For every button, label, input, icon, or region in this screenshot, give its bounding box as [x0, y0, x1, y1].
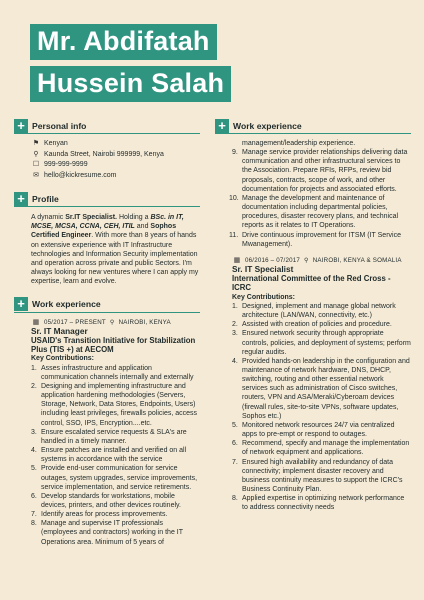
profile-header [14, 191, 200, 207]
plus-icon: + [14, 192, 28, 206]
contributions-list-continued [215, 148, 411, 249]
profile-text-part: Holding a [117, 214, 151, 221]
section-title: Work experience [32, 299, 101, 310]
plus-icon: + [14, 297, 28, 311]
key-contributions-label: Key Contributions: [232, 293, 295, 301]
email-value[interactable]: hello@kickresume.com [44, 171, 117, 179]
profile-text [14, 212, 200, 287]
list-item: 9. Manage service provider relationships delivering data communication and other infrastructural services to the Association. Prepare RFIs, RFPs, review bid proposals, contracts, scope of work, and other documentation for projects and associated efforts. [232, 149, 408, 193]
profile-bold-italic-part: BSc. in IT, MCSE, MCSA, CCNA, CEH, ITIL [31, 214, 184, 231]
list-item: 3. Ensured network security through appropriate controls, policies, and deployment of systems; perform regular audits. [232, 330, 411, 356]
nationality-row [14, 139, 200, 150]
calendar-icon: ▦ [233, 256, 241, 264]
job-dates: 05/2017 – PRESENT [44, 318, 106, 326]
list-item: 8. Manage and supervise IT professionals (employees and contractors) working in the IT Operations area. Minimum of 5 years of [31, 520, 183, 546]
list-item: 5. Provide end-user communication for service outages, system upgrades, service improvements, service implementation, and service retirements. [31, 465, 198, 491]
flag-icon: ⚑ [32, 140, 40, 147]
section-title: Personal info [32, 120, 87, 131]
list-item: 5. Monitored network resources 24/7 via centralized apps to pre-empt or respond to outages. [232, 421, 395, 439]
contributions-list [215, 302, 411, 513]
work-experience-header [14, 297, 200, 313]
profile-text-part: and [134, 223, 151, 231]
plus-icon: + [14, 119, 28, 133]
profile-text-part: . With more than 8 years of hands on extensive experience with IT Infrastructure technologies and Information Security implementation and operation across private and public Sectors. I'm always looking for new ventures where I can apply my expertise, learn and evolve. [31, 232, 199, 286]
phone-icon: ☐ [32, 161, 40, 168]
phone-row [14, 160, 200, 171]
name-line-1: Mr. Abdifatah [30, 24, 217, 60]
profile-bold-part: Sophos Certified Engineer [31, 223, 177, 240]
list-item: 4. Ensure patches are installed and verified on all systems in accordance with the service [31, 447, 187, 464]
list-item: 1. Designed, implement and manage global network architecture (LAN/WAN, connectivity, etc.) [232, 302, 396, 320]
address-row [14, 150, 200, 161]
list-item: 3. Ensure escalated service requests & SLA's are handled in a timely manner. [31, 428, 187, 445]
name-line-2: Hussein Salah [30, 66, 231, 102]
job-title: Sr. IT Specialist [232, 263, 294, 274]
envelope-icon: ✉ [33, 171, 39, 179]
job-title: Sr. IT Manager [31, 325, 88, 336]
section-title: Work experience [233, 120, 302, 131]
profile-text-part: A dynamic [31, 214, 66, 221]
job-organization: USAID's Transition Initiative for Stabilization Plus (TIS +) at AECOM [31, 336, 196, 355]
contributions-list [14, 364, 200, 547]
list-item: 2. Designing and implementing infrastructure and application hardening methodologies (Servers, Storage, Network, Data Stores, Endpoints, Users) including least privileges, firewalls policies, access control, SSO, IPS, Encryption....etc. [31, 382, 198, 427]
profile-bold-part: Sr.IT Specialist. [65, 214, 117, 221]
list-item: 10. Manage the development and maintenance of documentation including departmental policies, procedures, disaster recovery plans, and technical reports as it relates to IT Operations. [229, 194, 399, 230]
job-location: NAIROBI, KENYA & SOMALIA [312, 256, 402, 264]
list-item: 6. Recommend, specify and manage the implementation of network equipment and applications. [232, 440, 410, 457]
list-item: 11. Drive continuous improvement for ITSM (IT Service Mwanagement). [229, 231, 401, 248]
job-organization: International Committee of the Red Cross - ICRC [232, 274, 391, 293]
location-pin-icon: ⚲ [33, 150, 39, 158]
job-dates: 06/2016 – 07/2017 [245, 256, 301, 264]
list-item-continued: management/leadership experience. [242, 140, 356, 147]
phone-value: 999-999-9999 [44, 161, 88, 168]
personal-info-header [14, 118, 200, 134]
job-location: NAIROBI, KENYA [118, 318, 171, 326]
location-pin-icon: ⚲ [304, 256, 309, 264]
list-item: 7. Identify areas for process improvements. [31, 511, 168, 519]
email-row[interactable] [14, 171, 200, 182]
right-column [215, 118, 411, 512]
section-title: Profile [32, 193, 59, 204]
address-value: Kaunda Street, Nairobi 999999, Kenya [44, 150, 164, 158]
key-contributions-label: Key Contributions: [31, 355, 94, 363]
list-item: 7. Ensured high availability and redundancy of data connectivity; implement disaster recovery and business continuity measures to support the ICRC's Business Continuity Plan. [232, 458, 403, 494]
list-item: 6. Develop standards for workstations, mobile devices, printers, and other devices routinely. [31, 492, 181, 509]
left-column [14, 118, 200, 547]
list-item: 1. Asses infrastructure and application communication channels internally and externally [31, 364, 194, 381]
list-item: 8. Applied expertise in optimizing network performance to address connectivity needs [232, 495, 405, 512]
name-header [30, 24, 231, 108]
plus-icon: + [215, 119, 229, 133]
work-experience-header-continued [215, 118, 411, 134]
list-item: 4. Provided hands-on leadership in the configuration and maintenance of network hardware, DNS, DHCP, switching, routing and other essential network services such as administration of Cisco switches, routers, VPN and ASA/Meraki/Cyberoam devices (firewall rules, site-to-site VPNs, software updates, Sophos etc.) [232, 357, 410, 420]
list-item: 2. Assisted with creation of policies and procedure. [232, 321, 392, 329]
nationality-value: Kenyan [44, 140, 68, 147]
location-pin-icon: ⚲ [109, 318, 115, 326]
calendar-icon: ▦ [32, 318, 40, 326]
